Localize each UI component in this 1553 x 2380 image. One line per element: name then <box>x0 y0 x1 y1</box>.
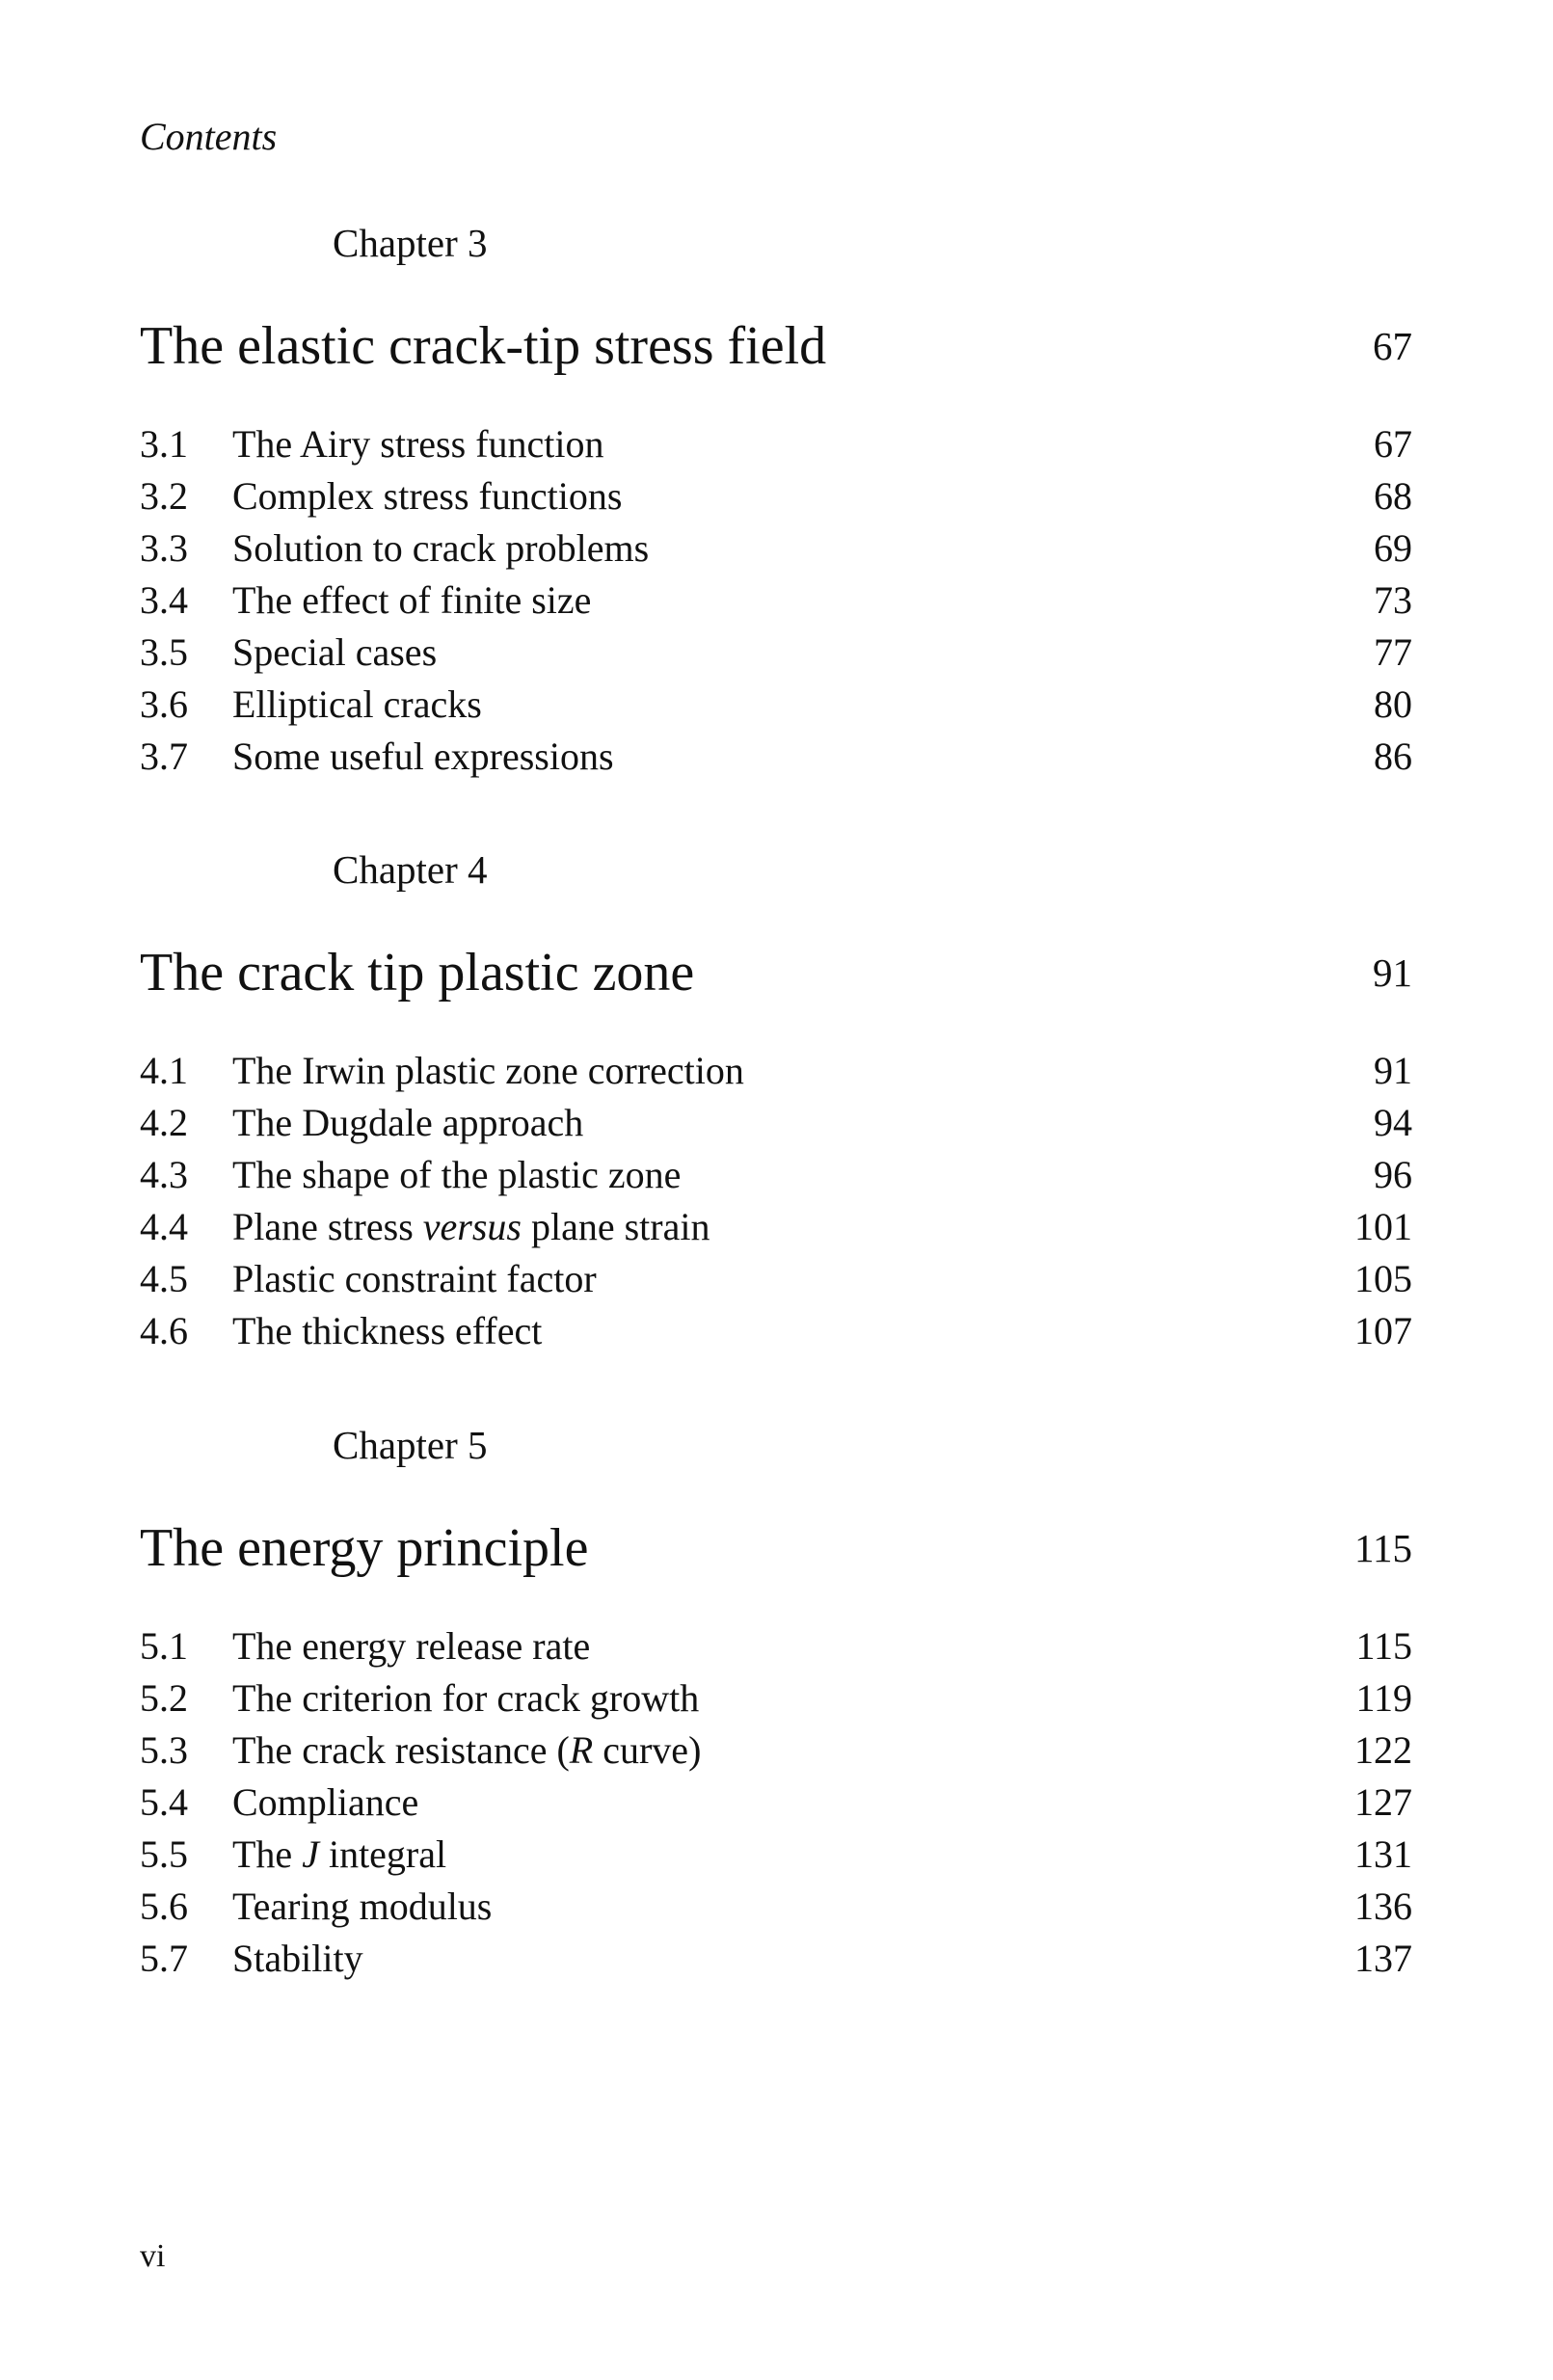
section-title-text: The crack resistance ( <box>232 1728 570 1772</box>
section-page-number: 96 <box>1374 1153 1412 1196</box>
chapter-title[interactable]: The energy principle <box>140 1518 589 1578</box>
section-title[interactable]: Plastic constraint factor <box>232 1257 597 1300</box>
section-page-number: 119 <box>1355 1676 1412 1720</box>
chapter-title-row[interactable] <box>140 942 1412 1003</box>
section-title[interactable]: Elliptical cracks <box>232 682 482 726</box>
section-page-number: 101 <box>1354 1205 1412 1248</box>
toc-entry[interactable] <box>140 679 1412 731</box>
section-number: 5.2 <box>140 1676 188 1720</box>
section-number: 3.6 <box>140 682 188 726</box>
toc-entry[interactable] <box>140 470 1412 522</box>
chapter-title-row[interactable] <box>140 315 1412 377</box>
section-list <box>140 418 1412 783</box>
section-title-text: plane strain <box>521 1205 710 1248</box>
section-page-number: 77 <box>1374 630 1412 674</box>
section-page-number: 136 <box>1354 1885 1412 1928</box>
section-title[interactable]: Solution to crack problems <box>232 526 650 570</box>
toc-entry[interactable] <box>140 1305 1412 1357</box>
toc-entry[interactable] <box>140 1881 1412 1933</box>
toc-entry[interactable] <box>140 1620 1412 1672</box>
section-title[interactable]: The Irwin plastic zone correction <box>232 1049 744 1092</box>
toc-entry[interactable] <box>140 522 1412 575</box>
section-number: 3.1 <box>140 422 188 466</box>
toc-entry[interactable] <box>140 1777 1412 1829</box>
chapter-label: Chapter 3 <box>333 221 488 265</box>
toc-entry[interactable] <box>140 1149 1412 1201</box>
running-head: Contents <box>140 115 278 158</box>
section-page-number: 67 <box>1374 422 1412 466</box>
section-page-number: 122 <box>1354 1728 1412 1772</box>
section-title-emphasis: R <box>569 1728 594 1772</box>
section-page-number: 105 <box>1354 1257 1412 1300</box>
chapter-label: Chapter 5 <box>333 1423 488 1467</box>
chapter-title[interactable]: The crack tip plastic zone <box>140 943 695 1003</box>
chapter-page-number: 67 <box>1373 324 1412 368</box>
section-title-text: Plane stress <box>232 1205 423 1248</box>
section-number: 3.4 <box>140 578 188 622</box>
section-title-text: integral <box>318 1832 447 1876</box>
section-page-number: 115 <box>1355 1624 1412 1668</box>
toc-entry[interactable] <box>140 627 1412 679</box>
section-title-emphasis: versus <box>422 1205 522 1248</box>
toc-entry[interactable] <box>140 731 1412 783</box>
section-title[interactable] <box>232 1725 701 1777</box>
section-page-number: 107 <box>1354 1309 1412 1352</box>
chapter-4 <box>140 845 1412 1357</box>
toc-entry[interactable] <box>140 1829 1412 1881</box>
section-title-text: curve) <box>593 1728 702 1772</box>
section-title[interactable]: The shape of the plastic zone <box>232 1153 682 1196</box>
section-title[interactable]: Some useful expressions <box>232 735 614 778</box>
toc-entry[interactable] <box>140 1253 1412 1305</box>
toc-entry[interactable] <box>140 1201 1412 1253</box>
chapter-label: Chapter 4 <box>333 847 488 892</box>
section-title[interactable]: Tearing modulus <box>232 1885 493 1928</box>
section-number: 3.7 <box>140 735 188 778</box>
section-page-number: 86 <box>1374 735 1412 778</box>
section-number: 4.4 <box>140 1205 188 1248</box>
toc-entry[interactable] <box>140 1933 1412 1985</box>
chapter-page-number: 115 <box>1354 1526 1412 1570</box>
section-number: 5.7 <box>140 1937 188 1980</box>
section-number: 3.5 <box>140 630 188 674</box>
section-page-number: 73 <box>1374 578 1412 622</box>
section-page-number: 68 <box>1374 474 1412 518</box>
toc-entry[interactable] <box>140 1097 1412 1149</box>
section-title[interactable]: Compliance <box>232 1780 419 1824</box>
chapter-title-row[interactable] <box>140 1517 1412 1579</box>
section-title[interactable]: Complex stress functions <box>232 474 623 518</box>
section-number: 4.1 <box>140 1049 188 1092</box>
section-number: 4.2 <box>140 1101 188 1144</box>
section-number: 5.3 <box>140 1728 188 1772</box>
section-title[interactable]: Stability <box>232 1937 363 1980</box>
section-list <box>140 1045 1412 1357</box>
section-number: 4.5 <box>140 1257 188 1300</box>
chapter-3 <box>140 219 1412 783</box>
section-number: 5.6 <box>140 1885 188 1928</box>
section-title-emphasis: J <box>302 1832 319 1876</box>
section-page-number: 94 <box>1374 1101 1412 1144</box>
chapter-page-number: 91 <box>1373 950 1412 995</box>
section-number: 4.6 <box>140 1309 188 1352</box>
section-number: 3.2 <box>140 474 188 518</box>
section-title[interactable]: The Airy stress function <box>232 422 604 466</box>
section-title[interactable]: The energy release rate <box>232 1624 591 1668</box>
toc-entry[interactable] <box>140 1045 1412 1097</box>
section-page-number: 91 <box>1374 1049 1412 1092</box>
section-title[interactable]: Special cases <box>232 630 438 674</box>
toc-entry[interactable] <box>140 575 1412 627</box>
section-page-number: 80 <box>1374 682 1412 726</box>
section-list <box>140 1620 1412 1985</box>
chapter-title[interactable]: The elastic crack-tip stress field <box>140 316 827 376</box>
section-number: 5.4 <box>140 1780 188 1824</box>
section-title[interactable]: The thickness effect <box>232 1309 543 1352</box>
chapter-5 <box>140 1421 1412 1985</box>
section-page-number: 137 <box>1354 1937 1412 1980</box>
section-page-number: 127 <box>1354 1780 1412 1824</box>
section-page-number: 69 <box>1374 526 1412 570</box>
toc-entry[interactable] <box>140 418 1412 470</box>
section-number: 4.3 <box>140 1153 188 1196</box>
section-title[interactable]: The effect of finite size <box>232 578 592 622</box>
toc-entry[interactable] <box>140 1725 1412 1777</box>
toc-entry[interactable] <box>140 1672 1412 1725</box>
section-page-number: 131 <box>1354 1832 1412 1876</box>
section-title[interactable] <box>232 1829 446 1881</box>
section-number: 5.1 <box>140 1624 188 1668</box>
section-title[interactable]: The Dugdale approach <box>232 1101 584 1144</box>
page-folio: vi <box>140 2238 166 2274</box>
section-number: 3.3 <box>140 526 188 570</box>
section-title[interactable] <box>232 1201 710 1253</box>
section-title-text: The <box>232 1832 303 1876</box>
section-number: 5.5 <box>140 1832 188 1876</box>
section-title[interactable]: The criterion for crack growth <box>232 1676 700 1720</box>
